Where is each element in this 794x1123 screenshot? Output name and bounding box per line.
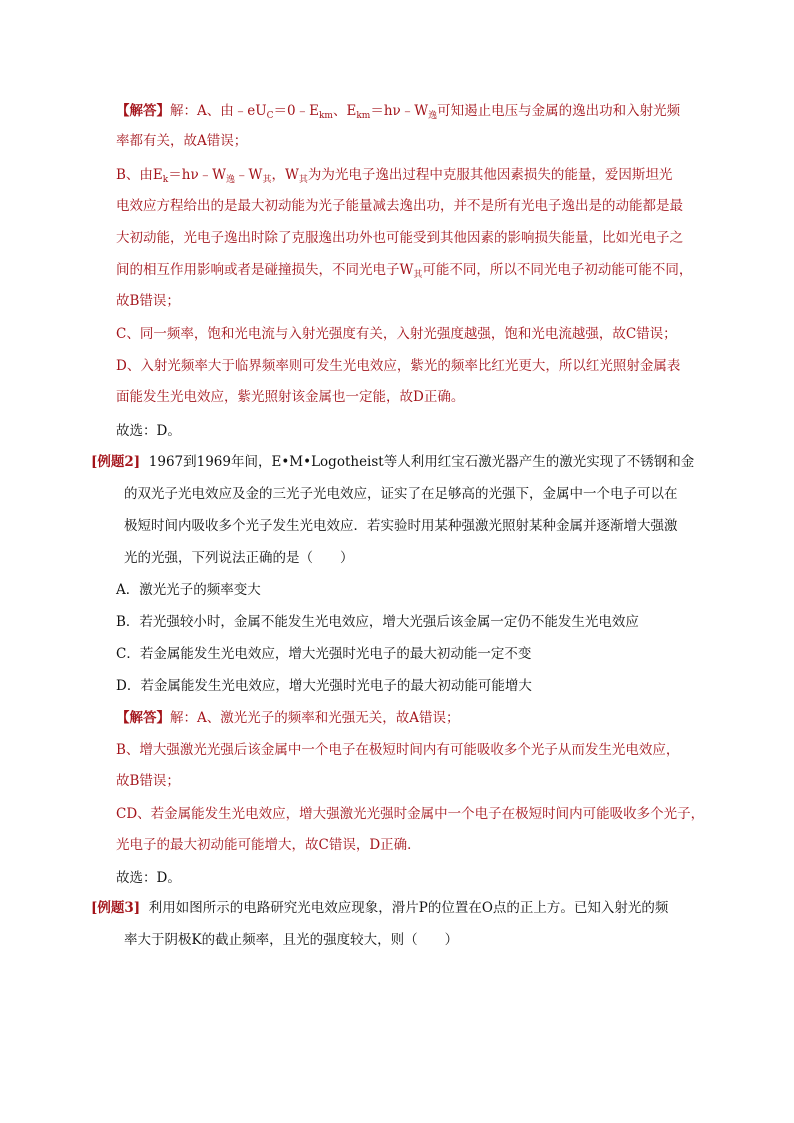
example-2-answer-line-4: CD、若金属能发生光电效应，增大强激光光强时金属中一个电子在极短时间内可能吸收多个光子， [116, 806, 705, 822]
answer-1-line-1: 【解答】解：A、由$﹣eU_C=0﹣E_{km}$、$E_{km}=h\nu﹣W_逸$可知遏止电压与金属的逸出功和入射光频 [116, 103, 681, 121]
example-2-answer-line-3: 故B错误； [116, 773, 180, 789]
answer-1-line-2: 率都有关，故A错误； [116, 133, 248, 149]
example-2-choice: 故选：D。 [116, 870, 181, 886]
example-2-answer-line-1: 【解答】解：A、激光光子的频率和光强无关，故A错误； [116, 710, 460, 726]
example-3-question-line-1: [例题3] 利用如图所示的电路研究光电效应现象，滑片P的位置在O点的正上方。已知入射光的频 [91, 900, 669, 916]
example-2-option-d: D．若金属能发生光电效应，增大光强时光电子的最大初动能可能增大 [116, 678, 532, 694]
example-2-answer-line-5: 光电子的最大初动能可能增大，故C错误，D正确． [116, 837, 421, 853]
example-2-answer-line-2: B、增大强激光光强后该金属中一个电子在极短时间内有可能吸收多个光子从而发生光电效应， [116, 742, 680, 758]
answer-1-b-line-5: 故B错误； [116, 293, 180, 309]
example-2-question-line-3: 极短时间内吸收多个光子发生光电效应．若实验时用某种强激光照射某种金属并逐渐增大强激 [124, 518, 678, 534]
answer-1-b-line-3: 大初动能，光电子逸出时除了克服逸出功外也可能受到其他因素的影响损失能量，比如光电子之 [116, 230, 683, 246]
answer-1-d-line-1: D、入射光频率大于临界频率则可发生光电效应，紫光的频率比红光更大，所以红光照射金属表 [116, 358, 681, 374]
example-3-label: [例题3] [91, 900, 141, 916]
example-2-question-line-1: [例题2] 1967到1969年间，E•M•Logotheist等人利用红宝石激光器产生的激光实现了不锈钢和金 [91, 454, 695, 470]
example-2-option-b: B．若光强较小时，金属不能发生光电效应，增大光强后该金属一定仍不能发生光电效应 [116, 614, 639, 630]
answer-1-b-line-1: B、由$E_k=h\nu﹣W_逸﹣W_其$，$W_其$为为光电子逸出过程中克服其他因素损失的能量，爱因斯坦光 [116, 167, 673, 185]
example-2-question-line-4: 光的光强，下列说法正确的是（ ） [124, 550, 354, 566]
answer-label: 【解答】 [116, 103, 170, 119]
example-3-question-line-2: 率大于阴极K的截止频率，且光的强度较大，则（ ） [124, 932, 459, 948]
answer-1-choice: 故选：D。 [116, 423, 181, 439]
answer-1-c-line: C、同一频率，饱和光电流与入射光强度有关，入射光强度越强，饱和光电流越强，故C错误； [116, 326, 677, 342]
example-2-option-a: A．激光光子的频率变大 [116, 582, 261, 598]
example-2-option-c: C．若金属能发生光电效应，增大光强时光电子的最大初动能一定不变 [116, 646, 532, 662]
answer-label: 【解答】 [116, 710, 170, 726]
answer-1-b-line-2: 电效应方程给出的是最大初动能为光子能量减去逸出功，并不是所有光电子逸出是的动能都是最 [116, 198, 683, 214]
example-2-question-line-2: 的双光子光电效应及金的三光子光电效应，证实了在足够高的光强下，金属中一个电子可以在 [124, 486, 678, 502]
answer-1-d-line-2: 面能发生光电效应，紫光照射该金属也一定能，故D正确。 [116, 389, 465, 405]
answer-1-b-line-4: 间的相互作用影响或者是碰撞损失，不同光电子$W_其$可能不同，所以不同光电子初动能可能不同， [116, 262, 693, 280]
example-2-label: [例题2] [91, 454, 141, 470]
